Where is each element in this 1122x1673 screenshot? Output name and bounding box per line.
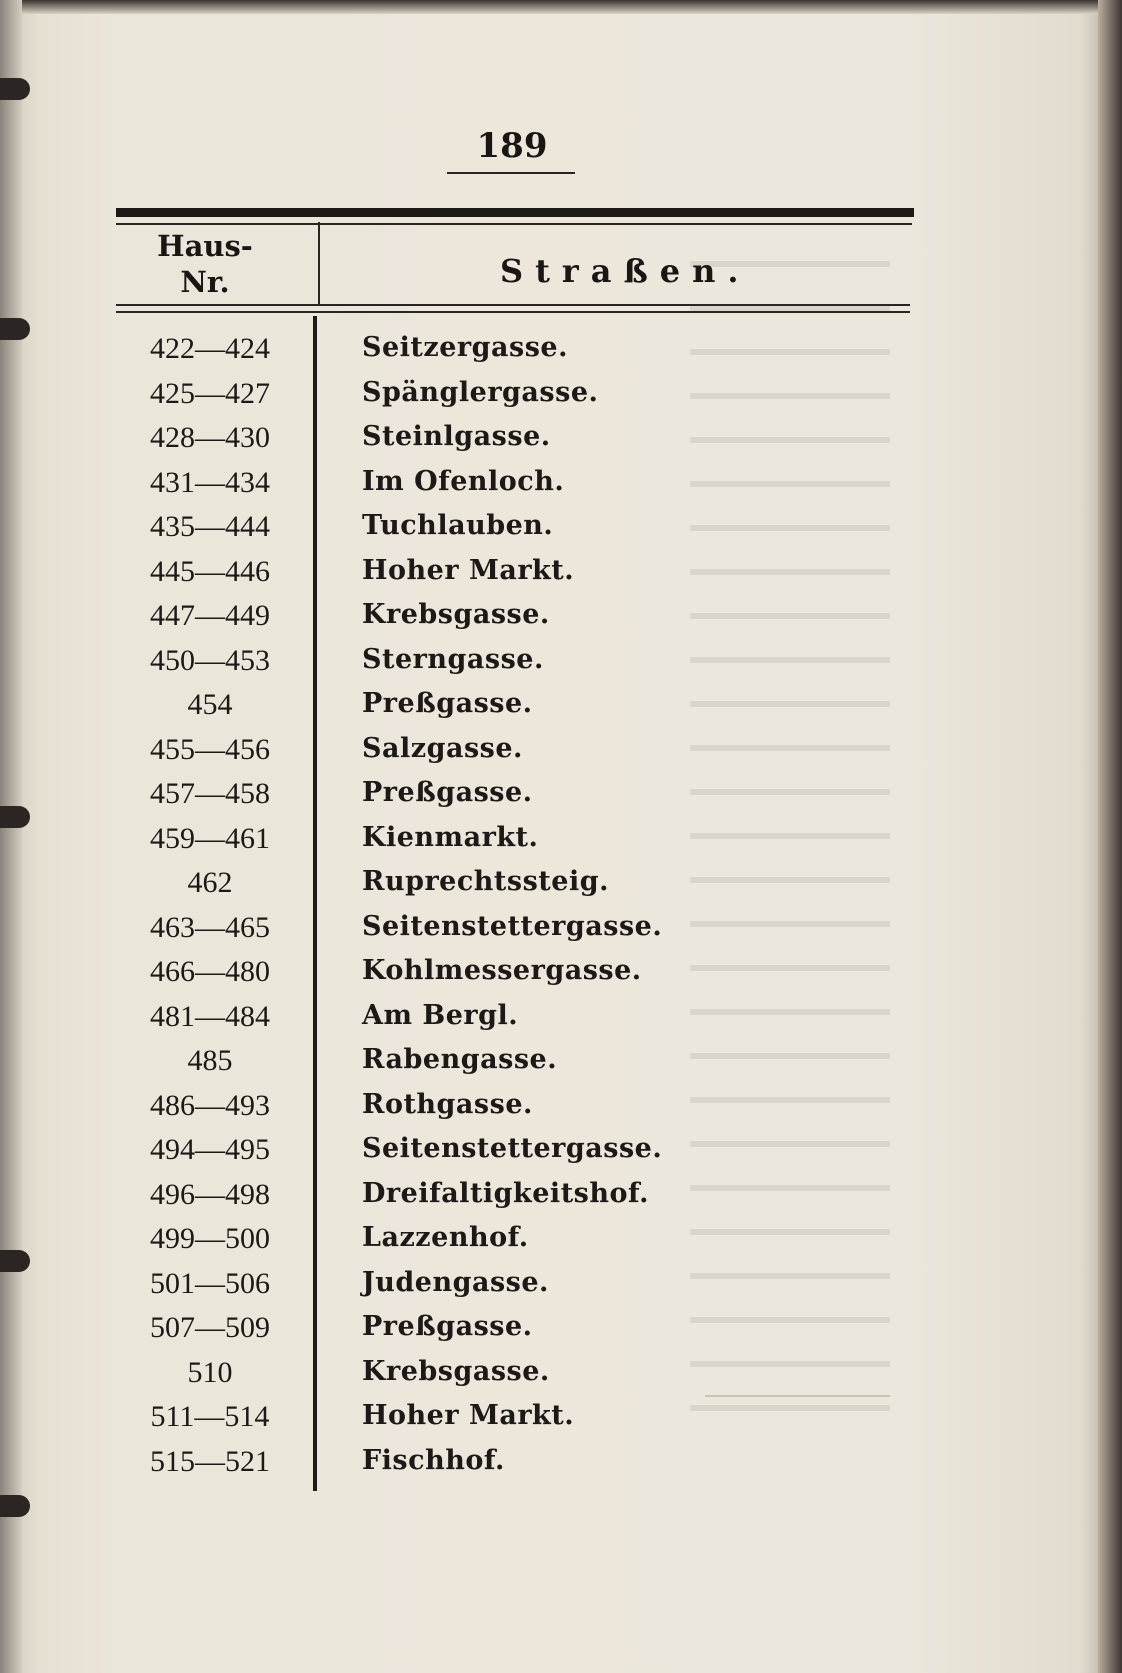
table-row [130, 1044, 690, 1089]
column-header-streets: Straßen. [500, 252, 751, 290]
show-through-rule [705, 1395, 890, 1397]
street-name: Seitenstettergasse. [362, 910, 663, 942]
page-top-edge [0, 0, 1122, 14]
table-row [130, 777, 690, 822]
street-name: Krebsgasse. [362, 599, 550, 630]
house-number-range: 459—461 [150, 821, 270, 855]
column-header-house-number-line2: Nr. [180, 265, 230, 299]
street-name: Rothgasse. [362, 1088, 533, 1120]
table-row [130, 1133, 690, 1178]
table-row [130, 1222, 690, 1267]
street-name: Rabengasse. [362, 1044, 558, 1075]
table-row [130, 377, 690, 422]
table-row [130, 688, 690, 733]
street-name: Fischhof. [362, 1444, 505, 1476]
house-number-range: 499—500 [150, 1222, 270, 1255]
street-name: Am Bergl. [362, 999, 519, 1031]
header-bottom-rule [116, 304, 910, 306]
page-right-edge [1098, 0, 1122, 1673]
street-name: Preßgasse. [362, 1311, 533, 1342]
house-number-range: 435—444 [150, 510, 270, 543]
table-row [130, 866, 690, 911]
street-name: Seitenstettergasse. [362, 1133, 663, 1164]
table-row [130, 466, 690, 511]
street-name: Preßgasse. [362, 688, 533, 719]
table-row [130, 1445, 690, 1490]
street-name: Sterngasse. [362, 643, 544, 675]
house-number-range: 450—453 [150, 643, 270, 677]
house-number-range: 466—480 [150, 955, 270, 988]
table-row [130, 733, 690, 778]
binder-ring [0, 318, 30, 340]
header-bottom-rule [116, 311, 910, 313]
street-name: Kohlmessergasse. [362, 955, 642, 986]
house-number-range: 457—458 [150, 777, 270, 810]
house-number-range: 447—449 [150, 599, 270, 632]
house-number-range: 428—430 [150, 421, 270, 454]
binding-spine [0, 0, 22, 1673]
street-name: Dreifaltigkeitshof. [362, 1177, 650, 1209]
house-number-range: 425—427 [150, 376, 270, 410]
house-number-range: 445—446 [150, 554, 270, 588]
table-row [130, 1311, 690, 1356]
house-number-range: 511—514 [150, 1400, 270, 1433]
house-number-range: 454 [187, 688, 233, 721]
table-row [130, 1089, 690, 1134]
house-number-range: 494—495 [150, 1133, 270, 1166]
house-number-range: 515—521 [150, 1444, 270, 1478]
column-header-house-number-line1: Haus- [157, 229, 253, 263]
table-row [130, 1400, 690, 1445]
street-name: Lazzenhof. [362, 1222, 529, 1253]
house-number-range: 507—509 [150, 1311, 270, 1344]
binder-ring [0, 806, 30, 828]
street-name: Seitzergasse. [362, 332, 568, 363]
house-number-range: 510 [187, 1355, 233, 1389]
show-through-texture [690, 235, 890, 1415]
street-name: Judengasse. [362, 1266, 549, 1298]
table-row [130, 599, 690, 644]
house-number-range: 455—456 [150, 732, 270, 766]
house-number-range: 462 [187, 866, 233, 899]
street-name: Ruprechtssteig. [362, 866, 609, 897]
street-table [130, 332, 690, 1489]
street-name: Steinlgasse. [362, 421, 551, 452]
table-row [130, 1267, 690, 1312]
table-row [130, 510, 690, 555]
table-row [130, 1178, 690, 1223]
table-row [130, 332, 690, 377]
binder-ring [0, 1495, 30, 1517]
house-number-range: 431—434 [150, 465, 270, 499]
table-row [130, 1000, 690, 1045]
table-row [130, 955, 690, 1000]
street-name: Tuchlauben. [362, 510, 554, 541]
page-number: 189 [476, 126, 548, 166]
binder-ring [0, 1250, 30, 1272]
street-name: Hoher Markt. [362, 554, 575, 586]
house-number-range: 496—498 [150, 1177, 270, 1211]
binder-ring [0, 78, 30, 100]
house-number-range: 463—465 [150, 910, 270, 944]
table-row [130, 644, 690, 689]
street-name: Salzgasse. [362, 732, 523, 764]
table-row [130, 822, 690, 867]
street-name: Spänglergasse. [362, 376, 599, 408]
house-number-range: 486—493 [150, 1088, 270, 1122]
street-name: Hoher Markt. [362, 1400, 575, 1431]
house-number-range: 501—506 [150, 1266, 270, 1300]
street-name: Preßgasse. [362, 777, 533, 808]
header-rule-thin [116, 223, 912, 225]
street-name: Krebsgasse. [362, 1355, 550, 1387]
table-row [130, 911, 690, 956]
street-name: Im Ofenloch. [362, 465, 565, 497]
table-row [130, 421, 690, 466]
table-row [130, 555, 690, 600]
header-rule-thick [116, 208, 914, 217]
house-number-range: 485 [187, 1044, 233, 1077]
house-number-range: 481—484 [150, 999, 270, 1033]
house-number-range: 422—424 [150, 332, 270, 365]
page-number-underline [447, 172, 575, 174]
header-column-divider [318, 222, 320, 304]
column-header-house-number [130, 228, 280, 300]
table-row [130, 1356, 690, 1401]
street-name: Kienmarkt. [362, 821, 539, 853]
